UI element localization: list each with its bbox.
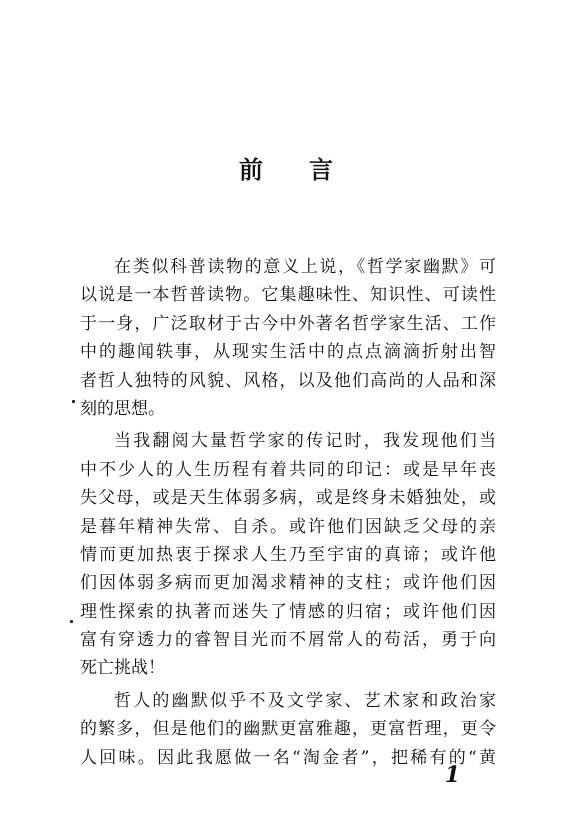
text-line: 当我翻阅大量哲学家的传记时，我发现他们当 (114, 431, 496, 452)
text-line: 在类似科普读物的意义上说，《哲学家幽默》可 (114, 257, 496, 277)
scan-speck (70, 620, 73, 623)
paragraph-1 (80, 253, 496, 423)
text-line: 中的趣闻轶事，从现实生活中的点点滴滴折射出智 (80, 342, 496, 363)
text-line: 刻的思想。 (80, 398, 165, 419)
paragraph-2 (80, 427, 496, 683)
text-line: 情而更加热衷于探求人生乃至宇宙的真谛；或许他 (80, 544, 496, 565)
text-line: 失父母，或是天生体弱多病，或是终身未婚独处，或 (80, 488, 496, 509)
text-line: 富有穿透力的睿智目光而不屑常人的苟活，勇于向 (80, 630, 496, 651)
text-line: 的繁多，但是他们的幽默更富雅趣，更富哲理，更令 (80, 719, 496, 740)
text-line: 以说是一本哲普读物。它集趣味性、知识性、可读性 (80, 285, 496, 306)
text-line: 是暮年精神失常、自杀。或许他们因缺乏父母的亲 (80, 516, 496, 537)
text-line: 中不少人的人生历程有着共同的印记：或是早年丧 (80, 459, 496, 480)
text-line: 们因体弱多病而更加渴求精神的支柱；或许他们因 (80, 573, 496, 594)
page-title: 前言 (239, 155, 379, 184)
paragraph-3 (80, 687, 496, 772)
page-number: 1 (444, 762, 460, 788)
text-line: 哲人的幽默似乎不及文学家、艺术家和政治家 (114, 690, 496, 711)
preface-body (80, 253, 496, 772)
text-line: 者哲人独特的风貌、风格，以及他们高尚的人品和深 (80, 370, 496, 391)
text-line: 理性探索的执著而迷失了情感的归宿；或许他们因 (80, 601, 496, 622)
text-line: 于一身，广泛取材于古今中外著名哲学家生活、工作 (80, 313, 496, 334)
scan-speck (72, 400, 75, 403)
text-line: 人回味。因此我愿做一名“淘金者”，把稀有的“黄 (80, 747, 496, 768)
text-line: 死亡挑战！ (80, 658, 165, 679)
